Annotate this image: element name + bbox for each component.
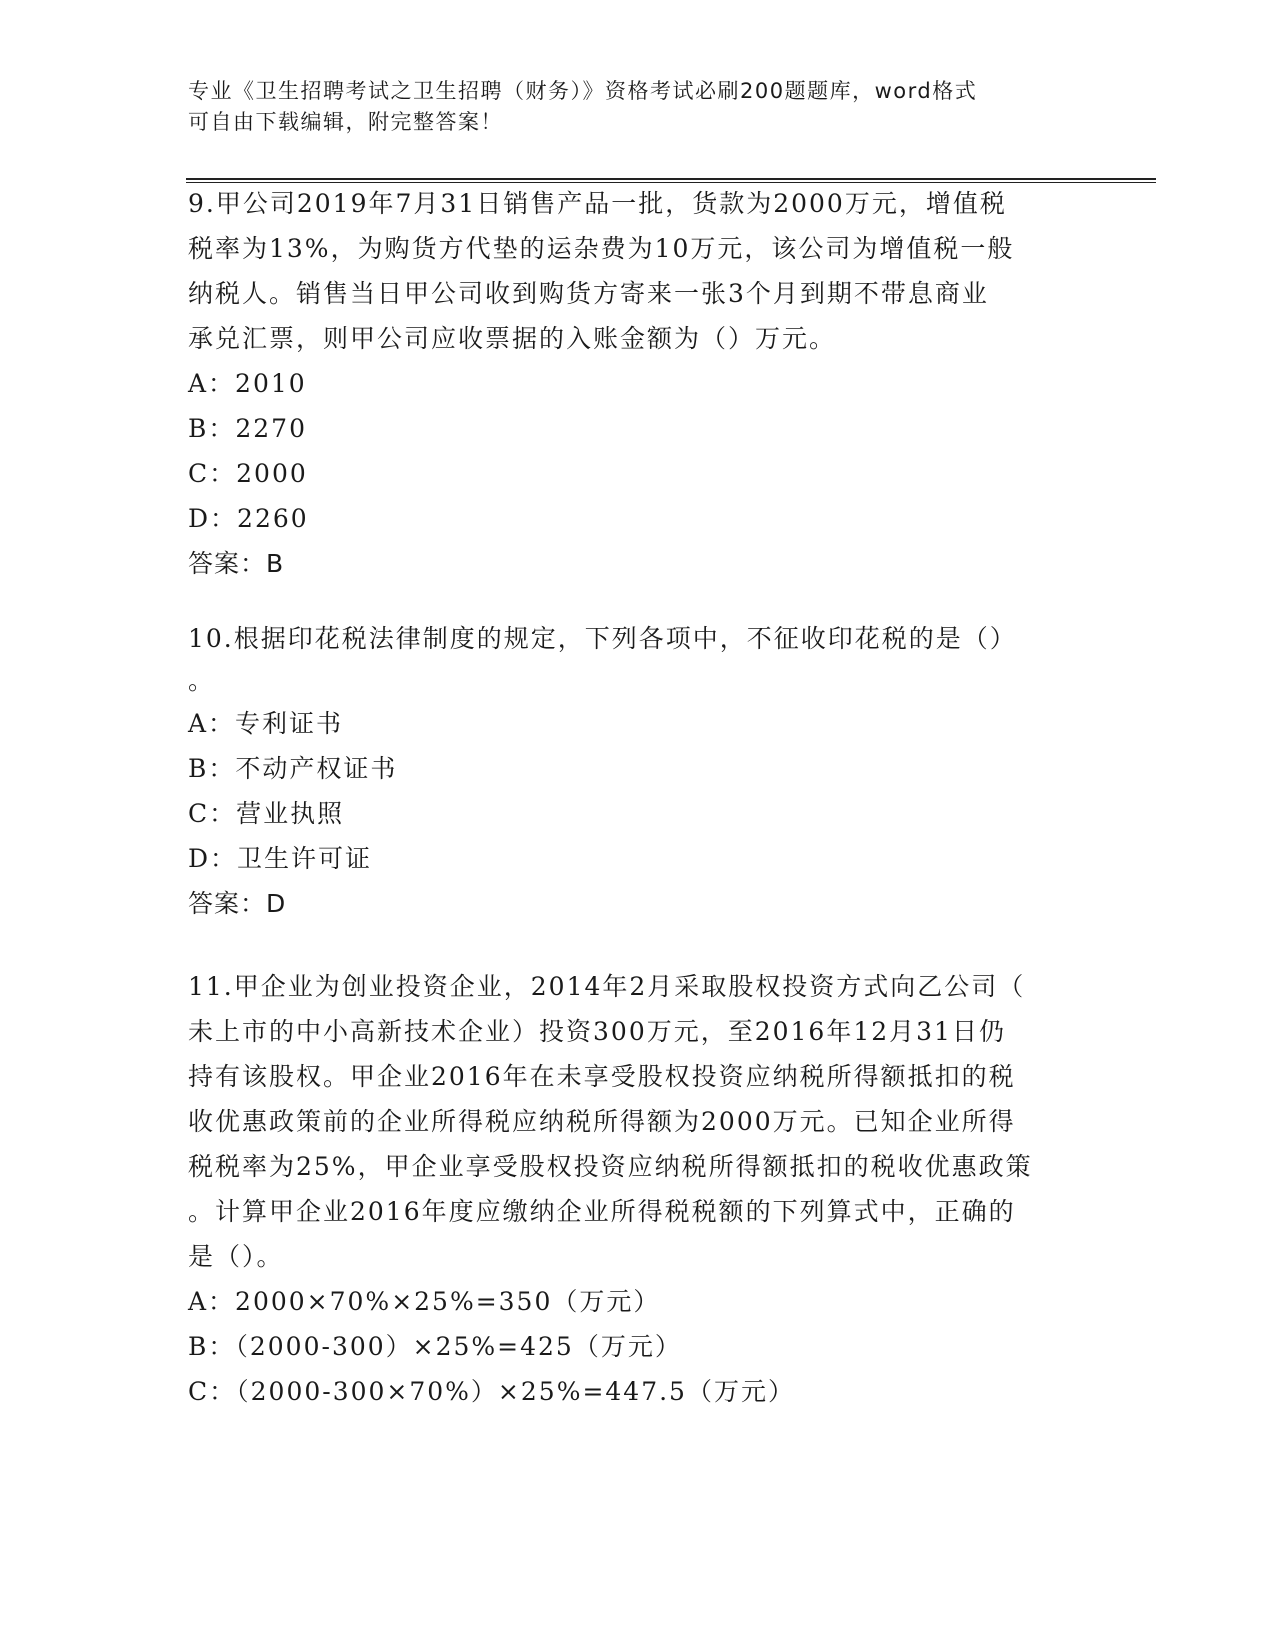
answer: 答案：D [188, 889, 287, 918]
question-stem-line: 10.根据印花税法律制度的规定，下列各项中，不征收印花税的是（） [188, 624, 1017, 653]
option-d: D：卫生许可证 [188, 844, 373, 873]
option-c: C：（2000-300×70%）×25%=447.5（万元） [188, 1377, 795, 1406]
question-10 [188, 616, 1088, 926]
answer: 答案：B [188, 549, 285, 578]
page-header [188, 76, 1068, 138]
option-a: A：专利证书 [188, 709, 344, 738]
question-stem-line: 11.甲企业为创业投资企业，2014年2月采取股权投资方式向乙公司（ [188, 972, 1026, 1001]
question-stem-line: 收优惠政策前的企业所得税应纳税所得额为2000万元。已知企业所得 [188, 1107, 1016, 1136]
header-line-2: 可自由下载编辑，附完整答案！ [188, 110, 503, 134]
option-b: B：2270 [188, 414, 307, 443]
option-c: C：2000 [188, 459, 308, 488]
option-b: B：（2000-300）×25%=425（万元） [188, 1332, 682, 1361]
option-d: D：2260 [188, 504, 309, 533]
option-a: A：2000×70%×25%=350（万元） [188, 1287, 661, 1316]
question-stem-line: 税率为13%，为购货方代垫的运杂费为10万元，该公司为增值税一般 [188, 234, 1015, 263]
question-stem-line: 持有该股权。甲企业2016年在未享受股权投资应纳税所得额抵扣的税 [188, 1062, 1016, 1091]
question-stem-line: 。 [188, 666, 216, 695]
question-11 [188, 964, 1088, 1414]
header-line-1: 专业《卫生招聘考试之卫生招聘（财务）》资格考试必刷200题题库，word格式 [188, 79, 978, 103]
question-stem-line: 未上市的中小高新技术企业）投资300万元，至2016年12月31日仍 [188, 1017, 1006, 1046]
question-stem-line: 纳税人。销售当日甲公司收到购货方寄来一张3个月到期不带息商业 [188, 279, 989, 308]
question-9 [188, 181, 1088, 586]
question-stem-line: 承兑汇票，则甲公司应收票据的入账金额为（）万元。 [188, 324, 837, 353]
option-a: A：2010 [188, 369, 307, 398]
question-stem-line: 税税率为25%，甲企业享受股权投资应纳税所得额抵扣的税收优惠政策 [188, 1152, 1033, 1181]
question-stem-line: 9.甲公司2019年7月31日销售产品一批，货款为2000万元，增值税 [188, 189, 1007, 218]
option-b: B：不动产权证书 [188, 754, 398, 783]
question-stem-line: 。计算甲企业2016年度应缴纳企业所得税税额的下列算式中，正确的 [188, 1197, 1016, 1226]
option-c: C：营业执照 [188, 799, 345, 828]
question-stem-line: 是（）。 [188, 1242, 284, 1271]
